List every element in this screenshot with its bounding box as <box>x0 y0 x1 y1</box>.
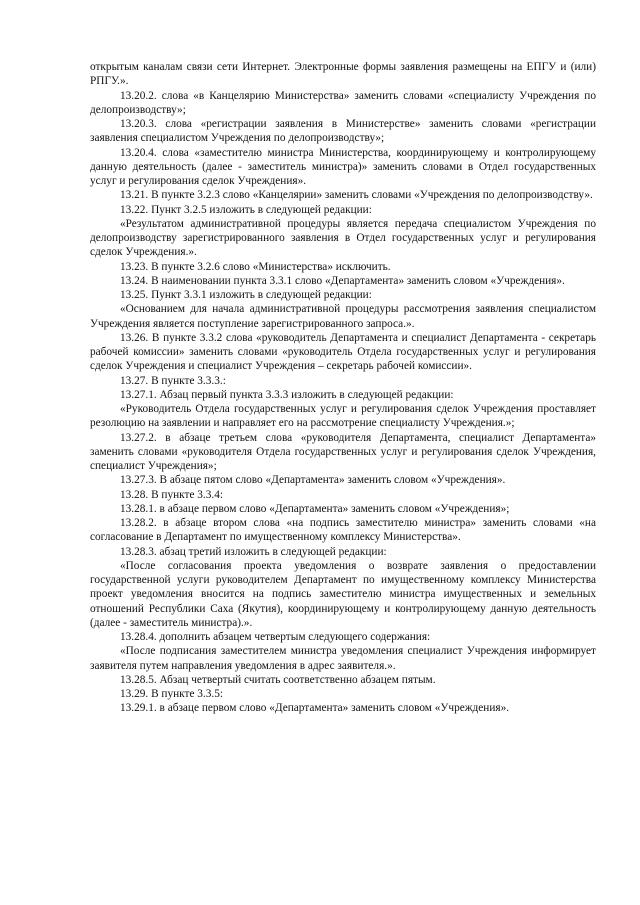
paragraph-13-27: 13.27. В пункте 3.3.3.: <box>120 374 226 387</box>
paragraph-13-29: 13.29. В пункте 3.3.5: <box>120 688 224 700</box>
paragraph-13-21: 13.21. В пункте 3.2.3 слово «Канцелярии» заменить словами «Учреждения по делопроизводству». <box>120 189 593 202</box>
paragraph-13-28-2: 13.28.2. в абзаце втором слова «на подпись заместителю министра» заменить словами «на согласование в Департамент по имущественному комплексу Министерства». <box>90 517 596 544</box>
quote-13-22: «Результатом административной процедуры является передача специалистом Учреждения по делопроизводству зарегистрированного заявления в Отдел государственных услуг и регулирования сделок Учреждения.». <box>90 217 596 259</box>
paragraph-13-28-4: 13.28.4. дополнить абзацем четвертым следующего содержания: <box>120 631 431 643</box>
paragraph-13-27-1: 13.27.1. Абзац первый пункта 3.3.3 изложить в следующей редакции: <box>120 388 454 401</box>
paragraph-13-27-2: 13.27.2. в абзаце третьем слова «руководителя Департамента, специалист Департамента» заменить словами «руководителя Отдела государственных услуг и регулирования сделок Учреждения, специалист Учреждения»; <box>90 431 596 472</box>
paragraph-13-28-3: 13.28.3. абзац третий изложить в следующей редакции: <box>120 545 387 558</box>
quote-13-25: «Основанием для начала административной процедуры рассмотрения заявления специалистом Учреждения является поступление зарегистрированного запроса.». <box>90 303 596 330</box>
paragraph-13-22: 13.22. Пункт 3.2.5 изложить в следующей редакции: <box>120 203 372 216</box>
paragraph-13-26: 13.26. В пункте 3.3.2 слова «руководитель Департамента и специалист Департамента - секретарь рабочей комиссии» заменить словами «руководитель Отдела государственных услуг и регулирования сделок Учреждения и специалист Учреждения – секретарь рабочей комиссии». <box>90 331 596 373</box>
paragraph-13-28-1: 13.28.1. в абзаце первом слово «Департамента» заменить словом «Учреждения»; <box>120 502 510 515</box>
quote-13-28-4: «После подписания заместителем министра уведомления специалист Учреждения информирует заявителя путем направления уведомления в адрес заявителя.». <box>90 645 596 672</box>
paragraph-13-20-4: 13.20.4. слова «заместителю министра Министерства, координирующему и контролирующему данную деятельность (далее - заместитель министра)» заменить словами в Отдел государственных услуг и регулирования сделок Учреждения». <box>90 146 596 187</box>
paragraph-13-23: 13.23. В пункте 3.2.6 слово «Министерства» исключить. <box>120 260 391 273</box>
paragraph-13-20-3: 13.20.3. слова «регистрации заявления в Министерстве» заменить словами «регистрации заявления специалистом Учреждения по делопроизводству»; <box>90 118 596 145</box>
paragraph-13-28: 13.28. В пункте 3.3.4: <box>120 488 224 501</box>
quote-13-28-3: «После согласования проекта уведомления о возврате заявления о предоставлении государственной услуги руководителем Департамент по имущественному комплексу Министерства проект уведомления вносится на подпись заместителю министра имущественных и земельных отношений Республики Саха (Якутия), координирующему и контролирующему данную деятельность (далее - заместитель министра).». <box>90 559 596 629</box>
paragraph-13-25: 13.25. Пункт 3.3.1 изложить в следующей редакции: <box>120 289 372 301</box>
paragraph-continuation: открытым каналам связи сети Интернет. Электронные формы заявления размещены на ЕПГУ и (или) РПГУ.». <box>90 61 596 88</box>
paragraph-13-27-3: 13.27.3. В абзаце пятом слово «Департамента» заменить словом «Учреждения». <box>120 474 506 487</box>
quote-13-27-1: «Руководитель Отдела государственных услуг и регулирования сделок Учреждения проставляет резолюцию на заявлении и направляет его на рассмотрение специалисту Учреждения.»; <box>90 403 596 430</box>
paragraph-13-29-1: 13.29.1. в абзаце первом слово «Департамента» заменить словом «Учреждения». <box>120 702 510 715</box>
paragraph-13-24: 13.24. В наименовании пункта 3.3.1 слово «Департамента» заменить словом «Учреждения». <box>120 274 565 287</box>
paragraph-13-28-5: 13.28.5. Абзац четвертый считать соответственно абзацем пятым. <box>120 673 436 686</box>
paragraph-13-20-2: 13.20.2. слова «в Канцелярию Министерства» заменить словами «специалисту Учреждения по делопроизводству»; <box>90 89 596 116</box>
document-body <box>90 60 596 716</box>
